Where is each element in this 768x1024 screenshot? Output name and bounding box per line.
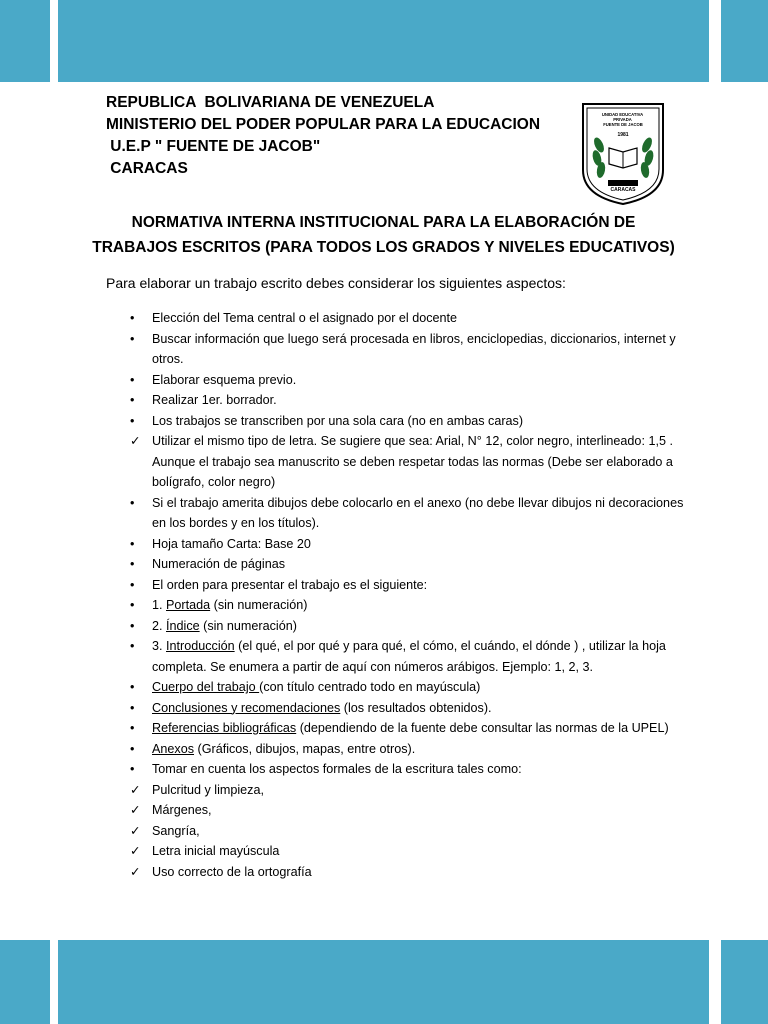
list-item	[130, 308, 690, 329]
checkmark-icon: ✓	[130, 434, 141, 448]
left-gutter	[50, 0, 58, 1024]
list-item	[130, 718, 690, 739]
item-text: (sin numeración)	[210, 598, 308, 612]
intro-paragraph: Para elaborar un trabajo escrito debes considerar los siguientes aspectos:	[106, 275, 566, 291]
item-prefix: 2.	[152, 618, 167, 633]
item-text: Los trabajos se transcriben por una sola cara (no en ambas caras)	[152, 413, 524, 428]
item-text: Elaborar esquema previo.	[152, 372, 297, 387]
list-item	[130, 595, 690, 616]
item-text: (dependiendo de la fuente debe consultar las normas de la UPEL)	[296, 721, 669, 735]
list-item	[130, 800, 690, 821]
document-page	[58, 82, 709, 940]
item-heading: Conclusiones y recomendaciones	[152, 700, 341, 715]
title-line-2: TRABAJOS ESCRITOS (PARA TODOS LOS GRADOS Y NIVELES EDUCATIVOS)	[92, 239, 675, 256]
item-prefix: 1.	[152, 598, 167, 612]
bullet-icon: •	[130, 495, 135, 510]
logo-year: 1981	[617, 132, 629, 138]
list-item	[130, 329, 690, 370]
bullet-icon: •	[130, 393, 135, 407]
bullet-icon: •	[130, 680, 135, 694]
item-text: Si el trabajo amerita dibujos debe colocarlo en el anexo (no debe llevar dibujos ni decoraciones en los bordes y en los títulos).	[152, 495, 684, 530]
bullet-icon: •	[130, 598, 135, 612]
bullet-icon: •	[130, 618, 135, 633]
list-item	[130, 739, 690, 760]
top-band	[0, 0, 768, 82]
item-text: Letra inicial mayúscula	[152, 844, 280, 858]
list-item	[130, 841, 690, 862]
header-line-1: REPUBLICA BOLIVARIANA DE VENEZUELA	[106, 94, 435, 111]
item-text: (el qué, el por qué y para qué, el cómo, el cuándo, el dónde ) , utilizar la hoja completa. Se enumera a partir de aquí con números arábigos. Ejemplo: 1, 2, 3.	[152, 639, 666, 674]
bullet-icon: •	[130, 536, 135, 551]
bullet-icon: •	[130, 557, 135, 571]
bullet-icon: •	[130, 311, 135, 325]
item-text: El orden para presentar el trabajo es el siguiente:	[152, 577, 428, 592]
bottom-band	[0, 940, 768, 1024]
institution-header	[106, 92, 540, 180]
item-text: (con título centrado todo en mayúscula)	[259, 680, 481, 694]
item-text: (los resultados obtenidos).	[340, 700, 492, 715]
list-item	[130, 759, 690, 780]
item-text: Hoja tamaño Carta: Base 20	[152, 536, 311, 551]
right-gutter	[709, 0, 721, 1024]
list-item	[130, 411, 690, 432]
bullet-icon: •	[130, 372, 135, 387]
list-item	[130, 677, 690, 698]
list-item	[130, 698, 690, 719]
logo-city: CARACAS	[610, 187, 636, 193]
list-item	[130, 862, 690, 883]
requirements-list	[130, 308, 690, 882]
school-crest-logo	[579, 100, 667, 206]
item-text: Buscar información que luego será procesada en libros, enciclopedias, diccionarios, internet y otros.	[152, 331, 676, 366]
item-heading: Referencias bibliográficas	[152, 721, 297, 735]
bullet-icon: •	[130, 331, 135, 346]
item-text: Realizar 1er. borrador.	[152, 393, 277, 407]
list-item	[130, 390, 690, 411]
bullet-icon: •	[130, 762, 135, 776]
item-text: Sangría,	[152, 823, 200, 838]
checkmark-icon: ✓	[130, 864, 141, 879]
list-item	[130, 431, 690, 493]
item-text: Tomar en cuenta los aspectos formales de la escritura tales como:	[152, 762, 522, 776]
list-item	[130, 370, 690, 391]
checkmark-icon: ✓	[130, 844, 141, 858]
item-text: Utilizar el mismo tipo de letra. Se sugiere que sea: Arial, N° 12, color negro, interlineado: 1,5 . Aunque el trabajo sea manuscrito se deben respetar todas las normas (Debe ser elaborado a bolígrafo, color negro)	[152, 434, 673, 489]
list-item	[130, 554, 690, 575]
bullet-icon: •	[130, 413, 135, 428]
checkmark-icon: ✓	[130, 803, 141, 817]
item-heading: Introducción	[166, 639, 235, 653]
item-text: Numeración de páginas	[152, 557, 286, 571]
item-heading: Índice	[166, 618, 200, 633]
list-item	[130, 780, 690, 801]
item-text: Márgenes,	[152, 803, 212, 817]
item-text: (Gráficos, dibujos, mapas, entre otros).	[194, 741, 416, 756]
list-item	[130, 616, 690, 637]
header-line-3: U.E.P " FUENTE DE JACOB"	[106, 138, 321, 155]
item-text: (sin numeración)	[199, 618, 297, 633]
checkmark-icon: ✓	[130, 823, 141, 838]
item-text: Elección del Tema central o el asignado por el docente	[152, 311, 458, 325]
bullet-icon: •	[130, 577, 135, 592]
svg-text:UNIDAD EDUCATIVA PRIVADA: UNIDAD EDUCATIVA PRIVADA FUENTE DE JACOB	[601, 112, 643, 127]
title-line-1: NORMATIVA INTERNA INSTITUCIONAL PARA LA ELABORACIÓN DE	[131, 214, 636, 231]
document-title	[58, 210, 709, 260]
item-heading: Portada	[166, 598, 211, 612]
item-heading: Cuerpo del trabajo	[152, 680, 260, 694]
header-line-2: MINISTERIO DEL PODER POPULAR PARA LA EDUCACION	[106, 116, 541, 133]
header-line-4: CARACAS	[106, 160, 188, 177]
bullet-icon: •	[130, 721, 135, 735]
checkmark-icon: ✓	[130, 782, 141, 797]
list-item	[130, 493, 690, 534]
bullet-icon: •	[130, 700, 135, 715]
bullet-icon: •	[130, 741, 135, 756]
list-item	[130, 821, 690, 842]
item-heading: Anexos	[152, 741, 195, 756]
item-text: Uso correcto de la ortografía	[152, 864, 312, 879]
list-item	[130, 636, 690, 677]
bullet-icon: •	[130, 639, 135, 653]
item-prefix: 3.	[152, 639, 167, 653]
list-item	[130, 575, 690, 596]
list-item	[130, 534, 690, 555]
item-text: Pulcritud y limpieza,	[152, 782, 264, 797]
